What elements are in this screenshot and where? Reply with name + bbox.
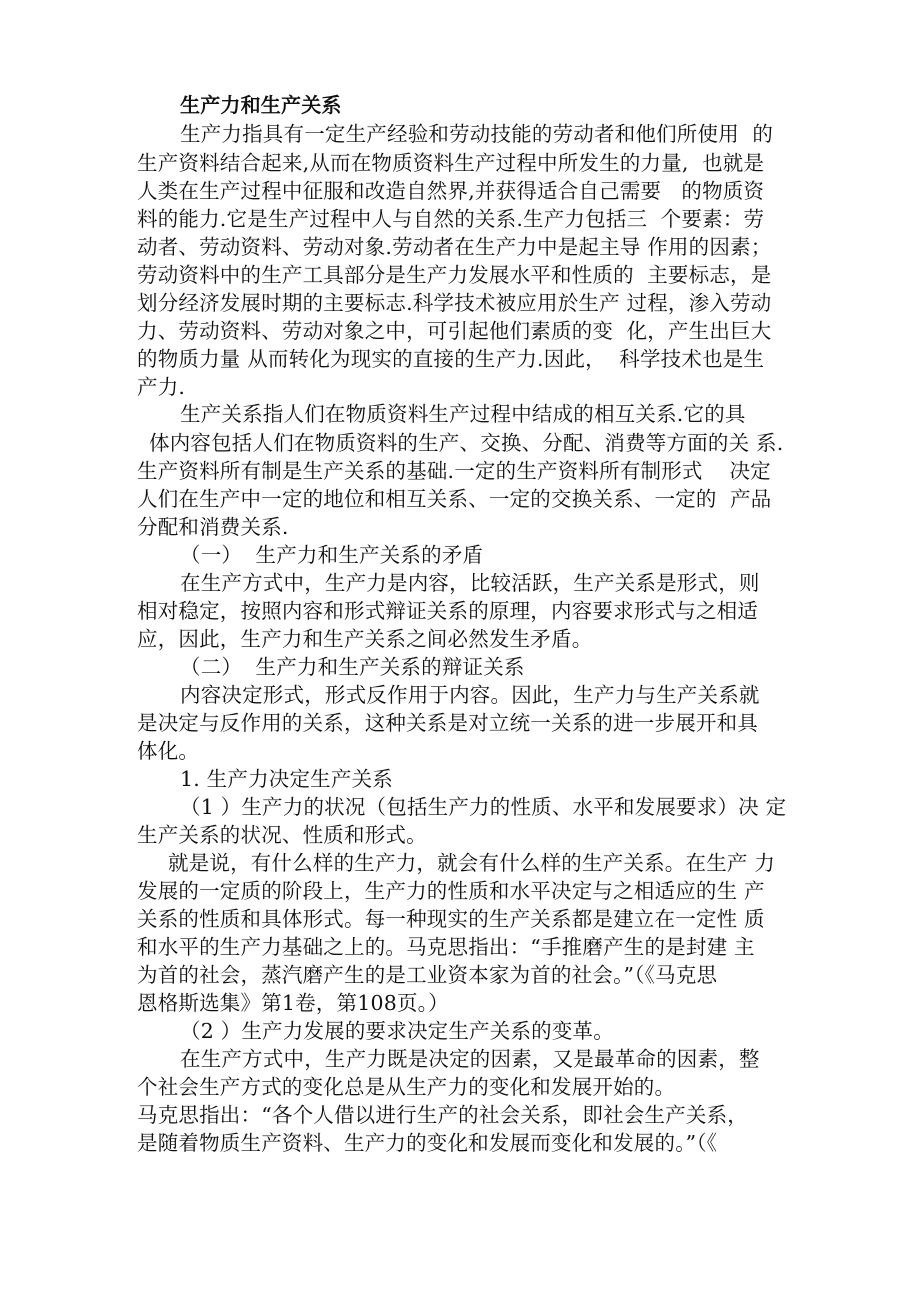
paragraph-line: 是决定与反作用的关系，这种关系是对立统一关系的进一步展开和具 (137, 711, 758, 735)
paragraph-line: 划分经济发展时期的主要标志.科学技术被应用於生产 过程，渗入劳动 (137, 291, 772, 315)
section-heading: （二） 生产力和生产关系的辩证关系 (180, 655, 525, 679)
paragraph-line: 生产关系指人们在物质资料生产过程中结成的相互关系.它的具 (180, 402, 746, 426)
paragraph-line: 在生产方式中，生产力是内容，比较活跃，生产关系是形式，则 (180, 571, 760, 595)
paragraph-line: 生产力指具有一定生产经验和劳动技能的劳动者和他们所使用 的 (180, 122, 774, 146)
paragraph-line: 生产资料结合起来,从而在物质资料生产过程中所发生的力量, 也就是 (137, 151, 765, 175)
paragraph-line: 动者、劳动资料、劳动对象.劳动者在生产力中是起主导 作用的因素； (137, 235, 772, 259)
document-title: 生产力和生产关系 (180, 93, 342, 117)
paragraph-line: 生产资料所有制是生产关系的基础.一定的生产资料所有制形式 决定 (137, 459, 771, 483)
paragraph-line: 和水平的生产力基础之上的。马克思指出：“手推磨产生的是封建 主 (137, 935, 755, 959)
paragraph-line: 马克思指出：“各个人借以进行生产的社会关系，即社会生产关系， (137, 1103, 748, 1127)
section-heading: （一） 生产力和生产关系的矛盾 (180, 543, 484, 567)
paragraph-line: 体化。 (137, 739, 200, 763)
paragraph-line: 就是说，有什么样的生产力，就会有什么样的生产关系。在生产 力 (168, 851, 776, 875)
paragraph-line: 个社会生产方式的变化总是从生产力的变化和发展开始的。 (137, 1075, 676, 1099)
paragraph-line: 内容决定形式，形式反作用于内容。因此，生产力与生产关系就 (180, 683, 760, 707)
paragraph-line: 力、劳动资料、劳动对象之中，可引起他们素质的变 化，产生出巨大 (137, 319, 772, 343)
paragraph-line: 关系的性质和具体形式。每一种现实的生产关系都是建立在一定性 质 (137, 907, 765, 931)
paragraph-line: 料的能力.它是生产过程中人与自然的关系.生产力包括三 个要素：劳 (137, 207, 765, 231)
subsection-heading: 1. 生产力决定生产关系 (180, 767, 393, 791)
paragraph-line: 分配和消费关系. (137, 515, 289, 539)
paragraph-line: 劳动资料中的生产工具部分是生产力发展水平和性质的 主要标志，是 (137, 263, 772, 287)
paragraph-line: 人们在生产中一定的地位和相互关系、一定的交换关系、一定的 产品 (137, 487, 772, 511)
paragraph-line: 的物质力量 从而转化为现实的直接的生产力.因此， 科学技术也是生 (137, 347, 765, 371)
paragraph-line: 在生产方式中，生产力既是决定的因素，又是最革命的因素，整 (180, 1047, 760, 1071)
paragraph-line: 恩格斯选集》第1卷，第108页。） (137, 991, 449, 1015)
paragraph-line: 发展的一定质的阶段上，生产力的性质和水平决定与之相适应的生 产 (137, 879, 765, 903)
paragraph-line: 体内容包括人们在物质资料的生产、交换、分配、消费等方面的关 系. (149, 431, 784, 455)
paragraph-line: 人类在生产过程中征服和改造自然界,并获得适合自己需要 的物质资 (137, 179, 765, 203)
paragraph-line: 为首的社会，蒸汽磨产生的是工业资本家为首的社会。”（《马克思 (137, 963, 718, 987)
paragraph-line: （2 ）生产力发展的要求决定生产关系的变革。 (180, 1019, 614, 1043)
paragraph-line: （1 ）生产力的状况（包括生产力的性质、水平和发展要求）决 定 (180, 795, 787, 819)
paragraph-line: 生产关系的状况、性质和形式。 (137, 823, 427, 847)
paragraph-line: 相对稳定，按照内容和形式辩证关系的原理，内容要求形式与之相适 (137, 599, 758, 623)
paragraph-line: 是随着物质生产资料、生产力的变化和发展而变化和发展的。”（《 (137, 1131, 718, 1155)
paragraph-line: 产力. (137, 375, 186, 399)
paragraph-line: 应，因此，生产力和生产关系之间必然发生矛盾。 (137, 627, 593, 651)
